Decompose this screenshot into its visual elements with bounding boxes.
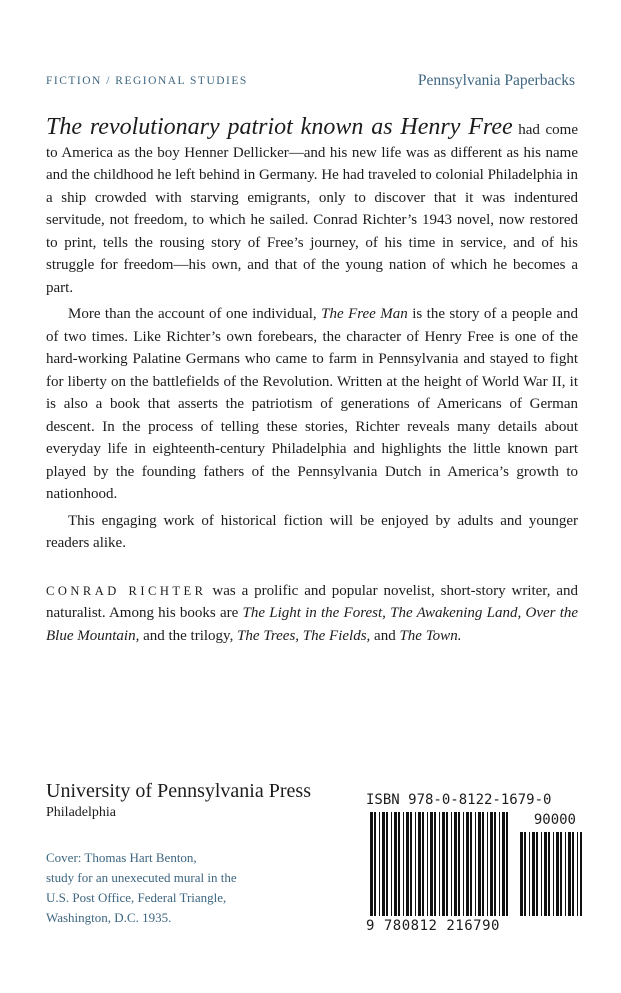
- barcode-bar: [478, 812, 481, 916]
- barcode-bar: [451, 812, 452, 916]
- ean-number: 9 780812 216790: [366, 918, 500, 934]
- barcode-bar: [565, 832, 566, 916]
- barcode-bar: [379, 812, 380, 916]
- book-title-2: The Awakening Land,: [390, 605, 522, 621]
- barcode-bar: [454, 812, 457, 916]
- barcode-bar: [490, 812, 493, 916]
- cover-credit: [46, 848, 286, 928]
- barcode-bar: [415, 812, 416, 916]
- paragraph-2-text-b: is the story of a people and of two times. Like Richter’s own forebears, the character of Henry Free is one of the hard-working Palatine Germans who came to farm in Pennsylvania and stayed to fight for liberty on the battlefields of the Revolution. Written at the height of World War II, it is also a book that asserts the patriotism of generations of Americans of German descent. In the process of telling these stories, Richter reveals many details about everyday life in eighteenth-century Philadelphia and highlights the little known part played by the founding fathers of the Pennsylvania Dutch in America’s growth to nationhood.: [46, 306, 578, 502]
- barcode-bar: [580, 832, 582, 916]
- publisher-name: University of Pennsylvania Press: [46, 780, 311, 802]
- barcode-bar: [374, 812, 376, 916]
- barcode: [360, 790, 586, 938]
- barcode-bar: [439, 812, 440, 916]
- bio-text-b: and the trilogy,: [139, 627, 238, 644]
- barcode-bars: [360, 790, 586, 938]
- barcode-bar: [553, 832, 554, 916]
- barcode-bar: [529, 832, 530, 916]
- book-title-6: The Town.: [399, 627, 462, 644]
- barcode-bar: [541, 832, 542, 916]
- blurb-paragraph-2: [46, 303, 578, 506]
- barcode-bar: [406, 812, 409, 916]
- barcode-bar: [466, 812, 469, 916]
- barcode-bar: [463, 812, 464, 916]
- series-label: Pennsylvania Paperbacks: [417, 72, 575, 89]
- barcode-bar: [370, 812, 373, 916]
- barcode-bar: [482, 812, 484, 916]
- barcode-bar: [458, 812, 460, 916]
- barcode-bar: [475, 812, 476, 916]
- barcode-bar: [430, 812, 433, 916]
- price-code: 90000: [533, 812, 576, 828]
- barcode-bar: [572, 832, 574, 916]
- credit-line-1: Cover: Thomas Hart Benton,: [46, 850, 197, 865]
- book-title-1: The Light in the Forest,: [242, 605, 386, 621]
- credit-line-3: U.S. Post Office, Federal Triangle,: [46, 890, 227, 905]
- bio-text-a: was a prolific and popular novelist, short-story writer, and naturalist. Among his books are: [46, 582, 578, 621]
- header: [46, 72, 575, 94]
- blurb-paragraph-3: This engaging work of historical fiction will be enjoyed by adults and younger readers alike.: [46, 512, 578, 551]
- lead-phrase: The revolutionary patriot known as Henry Free: [46, 114, 513, 140]
- book-title-3: Over the Blue Mountain,: [46, 605, 579, 644]
- barcode-bar: [434, 812, 436, 916]
- credit-line-2: study for an unexecuted mural in the: [46, 870, 237, 885]
- isbn-number: ISBN 978-0-8122-1679-0: [366, 792, 552, 808]
- book-title-4: The Trees,: [237, 627, 300, 644]
- barcode-bar: [391, 812, 392, 916]
- barcode-bar: [520, 832, 523, 916]
- barcode-bar: [494, 812, 496, 916]
- barcode-bar: [577, 832, 578, 916]
- book-title-free-man: The Free Man: [321, 306, 408, 322]
- barcode-bar: [536, 832, 538, 916]
- barcode-bar: [502, 812, 505, 916]
- book-title-5: The Fields,: [302, 627, 371, 644]
- barcode-bar: [556, 832, 559, 916]
- barcode-bar: [548, 832, 550, 916]
- barcode-bar: [524, 832, 526, 916]
- barcode-bar: [499, 812, 500, 916]
- barcode-bar: [544, 832, 547, 916]
- author-name: CONRAD RICHTER: [46, 583, 207, 598]
- barcode-bar: [394, 812, 397, 916]
- barcode-bar: [470, 812, 472, 916]
- blurb-paragraph-1: [46, 116, 578, 299]
- barcode-bar: [422, 812, 424, 916]
- barcode-bar: [382, 812, 385, 916]
- bio-text-c: and: [370, 627, 400, 644]
- barcode-bar: [446, 812, 448, 916]
- barcode-bar: [386, 812, 388, 916]
- barcode-bar: [418, 812, 421, 916]
- barcode-bar: [410, 812, 412, 916]
- blurb: [46, 116, 578, 647]
- barcode-bar: [560, 832, 562, 916]
- category-label: FICTION / REGIONAL STUDIES: [46, 75, 248, 87]
- publisher-block: [46, 780, 311, 821]
- barcode-bar: [403, 812, 404, 916]
- paragraph-1-text: had come to America as the boy Henner Dellicker—and his new life was as different as his name and the childhood he left behind in Germany. He had traveled to colonial Philadelphia in a ship crowded with starving emigrants, only to discover that it was indentured servitude, not freedom, to which he sailed. Conrad Richter’s 1943 novel, now restored to print, tells the rousing story of Free’s journey, of his time in service, and of his struggle for freedom—his own, and that of the young nation of which he becomes a part.: [46, 122, 578, 296]
- barcode-bar: [487, 812, 488, 916]
- barcode-bar: [442, 812, 445, 916]
- barcode-bar: [427, 812, 428, 916]
- barcode-bar: [532, 832, 535, 916]
- publisher-city: Philadelphia: [46, 805, 116, 820]
- barcode-bar: [506, 812, 508, 916]
- barcode-bar: [398, 812, 400, 916]
- paragraph-2-text-a: More than the account of one individual,: [68, 306, 322, 322]
- author-bio: [46, 580, 578, 648]
- credit-line-4: Washington, D.C. 1935.: [46, 910, 172, 925]
- barcode-bar: [568, 832, 571, 916]
